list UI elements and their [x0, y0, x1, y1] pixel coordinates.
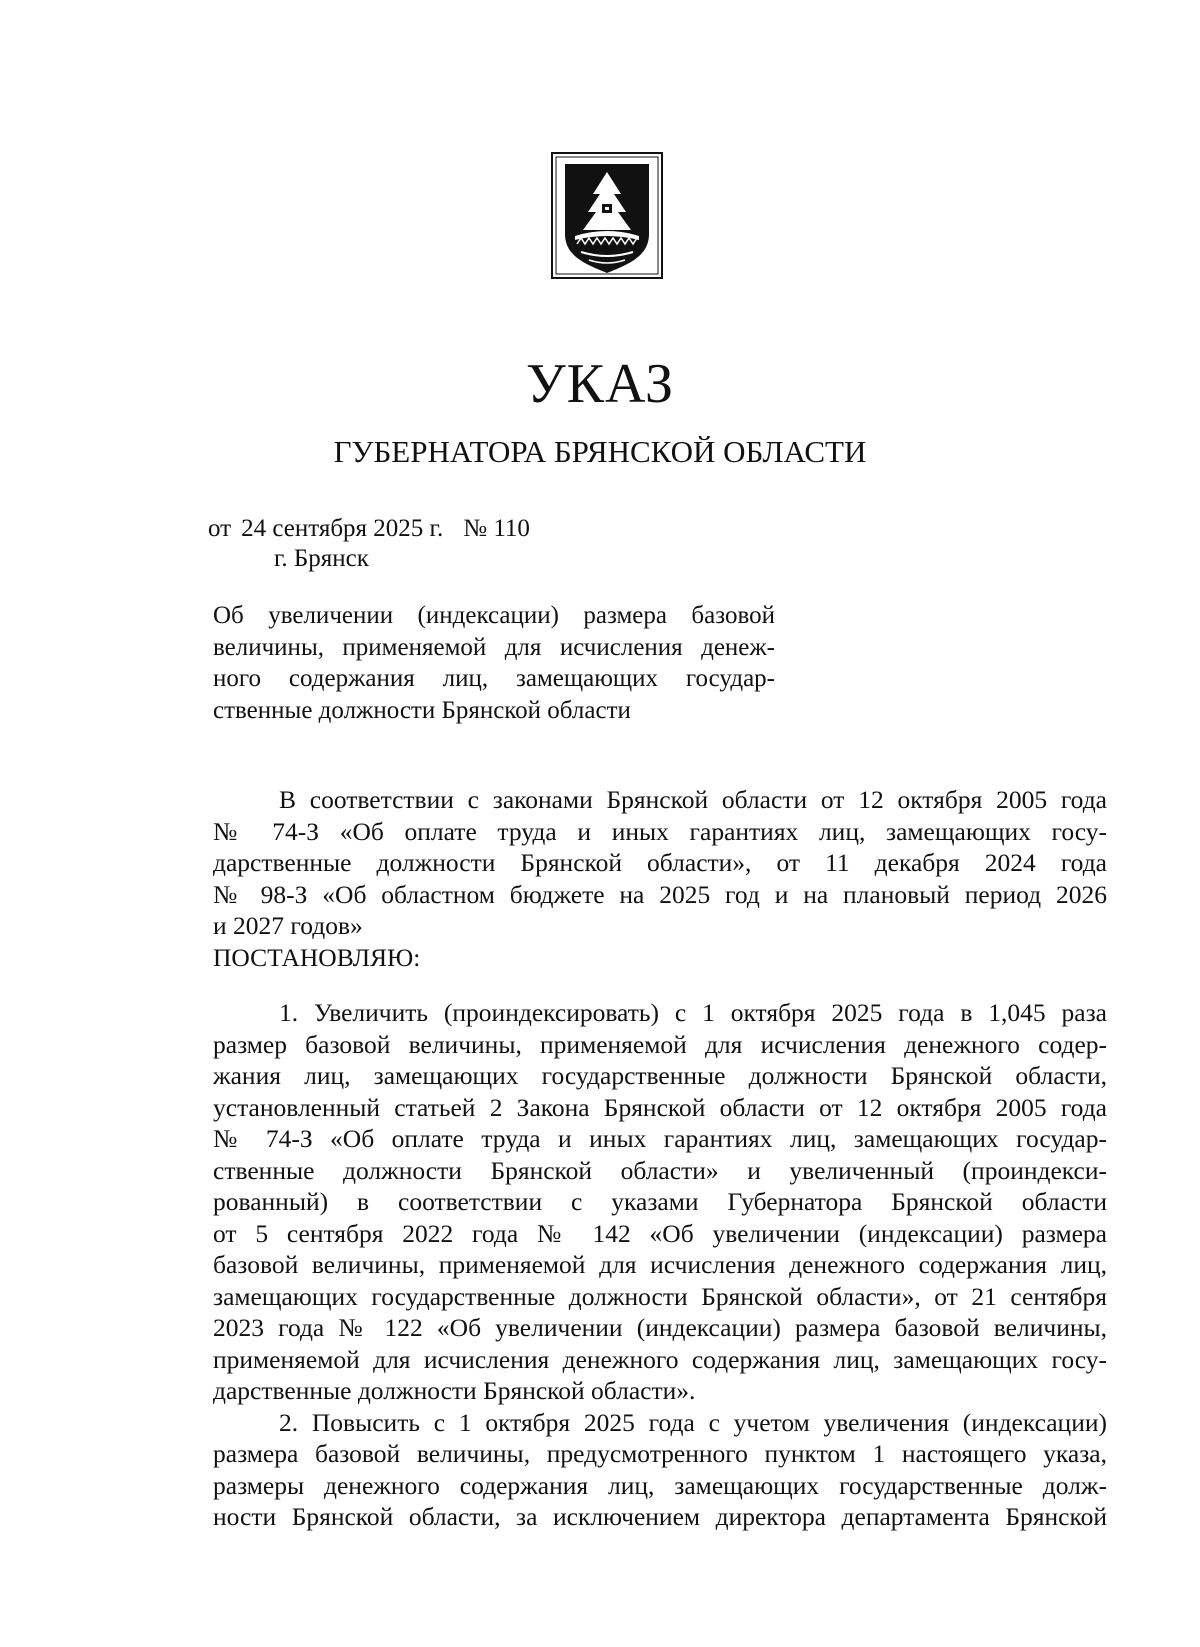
item-1-line: № 74-З «Об оплате труда и иных гарантиях лиц, замещающих государ- [213, 1124, 1107, 1153]
decree-date: 24 сентября 2025 г. [241, 515, 444, 542]
item-1-line: 1. Увеличить (проиндексировать) с 1 октября 2025 года в 1,045 раза [279, 998, 1107, 1027]
decree-body [213, 784, 1107, 1533]
item-2-line: 2. Повысить с 1 октября 2025 года с учетом увеличения (индексации) [279, 1407, 1107, 1437]
item-2-line: ности Брянской области, за исключением директора департамента Брянской [213, 1502, 1107, 1531]
subject-line: Об увеличении (индексации) размера базовой [213, 602, 775, 629]
preamble-line: В соответствии с законами Брянской области от 12 октября 2005 года [279, 785, 1107, 814]
item-1-line: применяемой для исчисления денежного содержания лиц, замещающих госу- [213, 1344, 1107, 1374]
subject-line: ного содержания лиц, замещающих государ- [213, 665, 775, 692]
item-1-line: базовой величины, применяемой для исчисления денежного содержания лиц, [213, 1250, 1107, 1279]
city: г. Брянск [274, 545, 369, 572]
item-1-line: от 5 сентября 2022 года № 142 «Об увеличении (индексации) размера [213, 1218, 1107, 1248]
item-1-line: размер базовой величины, применяемой для исчисления денежного содер- [213, 1029, 1107, 1059]
preamble-line: дарственные должности Брянской области», от 11 декабря 2024 года [213, 848, 1107, 877]
coat-of-arms-emblem [551, 152, 663, 279]
preamble [213, 784, 1107, 942]
decree-subject [213, 601, 775, 727]
decree-word: ПОСТАНОВЛЯЮ: [213, 942, 421, 972]
preamble-line: № 74-З «Об оплате труда и иных гарантиях лиц, замещающих госу- [213, 816, 1107, 846]
document-subtitle: ГУБЕРНАТОРА БРЯНСКОЙ ОБЛАСТИ [333, 434, 867, 469]
item-2-line: размеры денежного содержания лиц, замещающих государственные долж- [213, 1470, 1107, 1500]
item-2-line: размера базовой величины, предусмотренного пунктом 1 настоящего указа, [213, 1439, 1107, 1468]
item-1-line: дарственные должности Брянской области». [213, 1376, 696, 1405]
subject-line: величины, применяемой для исчисления денеж- [213, 633, 775, 661]
date-prefix: от [208, 515, 232, 542]
item-1-line: рованный) в соответствии с указами Губернатора Брянской области [213, 1187, 1107, 1216]
item-1-line: жания лиц, замещающих государственные должности Брянской области, [213, 1061, 1107, 1090]
item-1-line: замещающих государственные должности Брянской области», от 21 сентября [213, 1281, 1107, 1311]
item-1 [213, 997, 1107, 1407]
decree-number: № 110 [463, 515, 530, 542]
item-1-line: ственные должности Брянской области» и увеличенный (проиндекси- [213, 1155, 1107, 1185]
subject-line: ственные должности Брянской области [213, 696, 631, 724]
preamble-line: № 98-З «Об областном бюджете на 2025 год и на плановый период 2026 [213, 879, 1107, 909]
item-2 [213, 1407, 1107, 1533]
item-1-line: установленный статьей 2 Закона Брянской области от 12 октября 2005 года [213, 1092, 1107, 1122]
item-1-line: 2023 года № 122 «Об увеличении (индексации) размера базовой величины, [213, 1313, 1107, 1342]
date-line [208, 513, 530, 545]
document-title: УКАЗ [525, 353, 675, 415]
preamble-line: и 2027 годов» [213, 911, 363, 940]
